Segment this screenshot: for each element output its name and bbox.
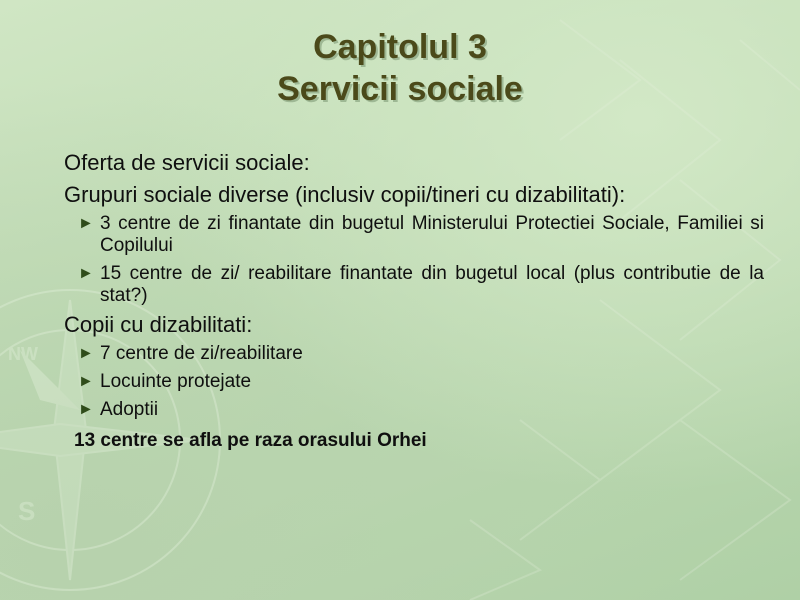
bullet-item: Grupuri sociale diverse (inclusiv copii/tineri cu dizabilitati): — [64, 182, 626, 207]
bullet-item: Copii cu dizabilitati: — [64, 312, 253, 337]
arrow-bullet-icon: ► — [78, 265, 94, 282]
sub-bullet-text: 7 centre de zi/reabilitare — [100, 343, 303, 364]
sub-bullet-text: 15 centre de zi/ reabilitare finantate din bugetul local (plus contributie de la stat?) — [100, 263, 764, 306]
sub-bullet-item — [64, 371, 764, 393]
arrow-bullet-icon: ► — [78, 345, 94, 362]
title-line-2: Servicii sociale — [277, 70, 523, 108]
slide-title — [0, 26, 800, 110]
sub-bullet-item — [64, 263, 764, 307]
svg-text:S: S — [18, 496, 36, 526]
sub-bullet-text: Adoptii — [100, 399, 159, 420]
sub-bullet-item — [64, 399, 764, 421]
sub-bullet-item — [64, 213, 764, 257]
sub-bullet-text: Locuinte protejate — [100, 371, 252, 392]
svg-text:NW: NW — [8, 344, 38, 364]
bullet-item: Oferta de servicii sociale: — [64, 150, 310, 175]
arrow-bullet-icon: ► — [78, 215, 94, 232]
arrow-bullet-icon: ► — [78, 373, 94, 390]
bullet-list — [64, 145, 764, 453]
title-line-1: Capitolul 3 — [313, 28, 487, 66]
arrow-bullet-icon: ► — [78, 401, 94, 418]
summary-note: 13 centre se afla pe raza orasului Orhei — [74, 430, 427, 451]
sub-bullet-item — [64, 343, 764, 365]
sub-bullet-text: 3 centre de zi finantate din bugetul Ministerului Protectiei Sociale, Familiei si Copilului — [100, 213, 764, 256]
